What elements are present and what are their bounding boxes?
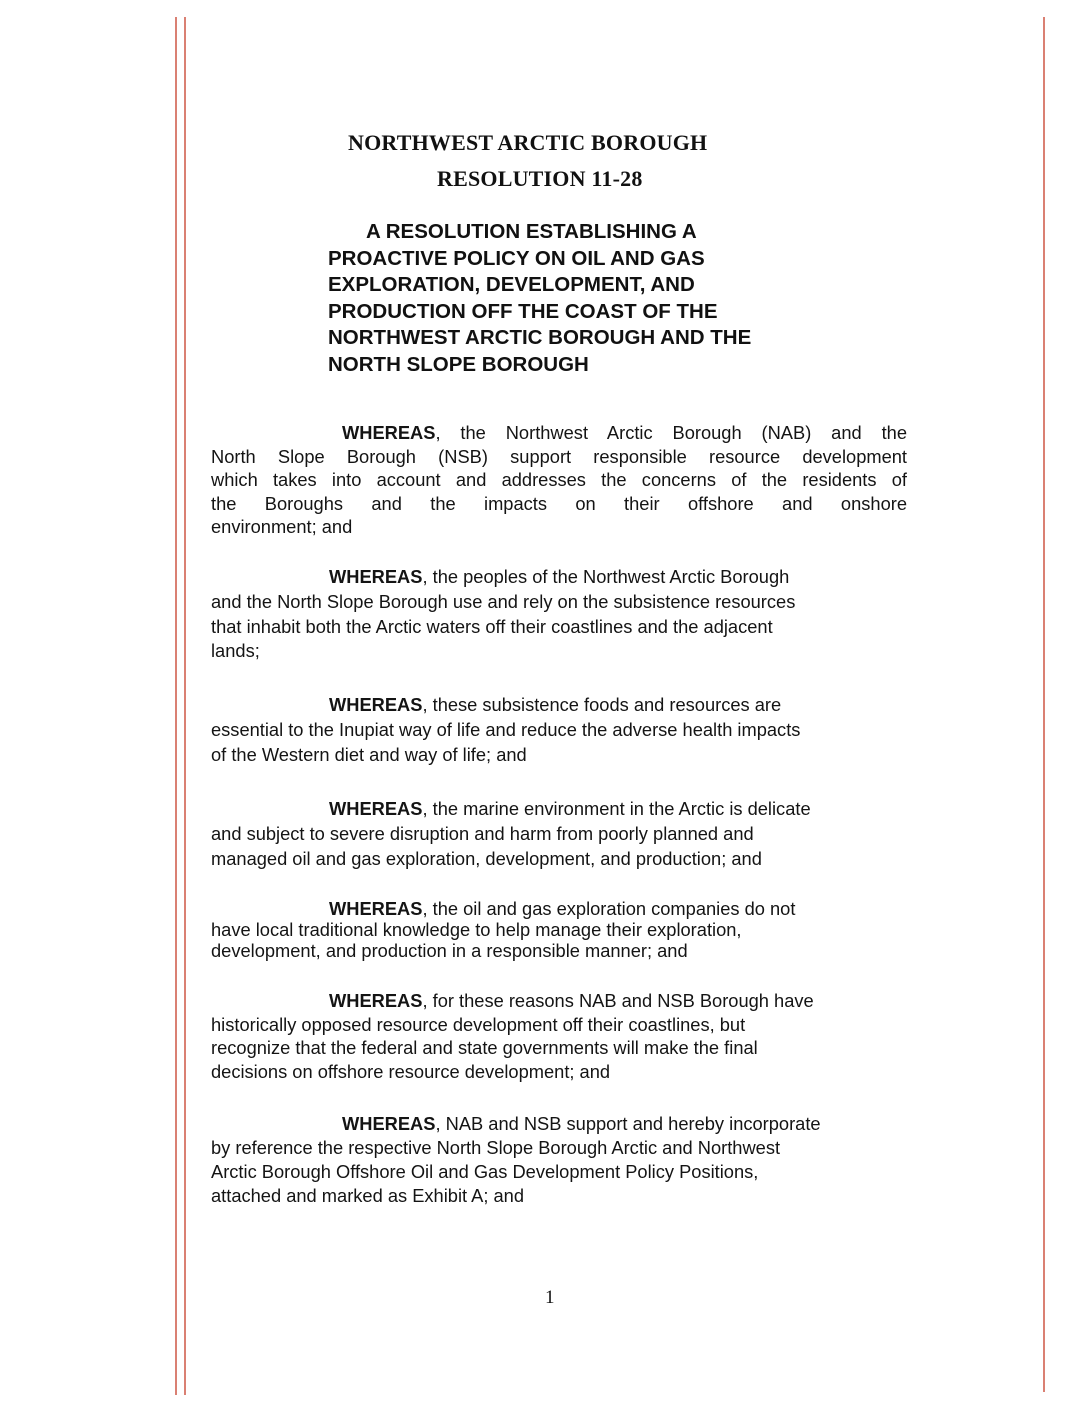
paragraph-line <box>211 421 907 445</box>
subtitle-line: PROACTIVE POLICY ON OIL AND GAS <box>328 246 705 270</box>
paragraph-line: lands; <box>211 640 260 662</box>
subtitle-line: NORTH SLOPE BOROUGH <box>328 352 589 376</box>
paragraph-line: recognize that the federal and state governments will make the final <box>211 1037 758 1058</box>
paragraph-line: attached and marked as Exhibit A; and <box>211 1185 525 1206</box>
document-org-heading: NORTHWEST ARCTIC BOROUGH <box>348 130 708 155</box>
whereas-paragraph <box>211 797 907 871</box>
paragraph-lead: , NAB and NSB support and hereby incorporate <box>435 1113 821 1134</box>
left-margin-rule-outer <box>175 17 177 1395</box>
right-margin-rule <box>1043 17 1045 1392</box>
paragraph-line: the Boroughs and the impacts on their offshore and onshore <box>211 492 907 514</box>
whereas-label: WHEREAS <box>329 798 423 819</box>
whereas-label: WHEREAS <box>329 566 423 587</box>
paragraph-lead: , the marine environment in the Arctic is delicate <box>422 798 811 819</box>
paragraph-line: that inhabit both the Arctic waters off their coastlines and the adjacent <box>211 615 773 637</box>
paragraph-line: which takes into account and addresses the concerns of the residents of <box>211 469 907 490</box>
paragraph-line <box>211 989 907 1013</box>
paragraph-line: decisions on offshore resource development; and <box>211 1060 611 1082</box>
resolution-subtitle <box>328 219 848 379</box>
paragraph-line <box>211 797 907 822</box>
paragraph-lead: , the oil and gas exploration companies do not <box>422 898 796 919</box>
paragraph-line: have local traditional knowledge to help manage their exploration, <box>211 919 742 940</box>
page-number: 1 <box>545 1287 555 1308</box>
whereas-label: WHEREAS <box>329 898 423 919</box>
whereas-paragraph <box>211 1112 907 1208</box>
whereas-paragraph <box>211 565 907 664</box>
paragraph-line <box>211 693 907 718</box>
whereas-label: WHEREAS <box>329 694 423 715</box>
paragraph-line: and subject to severe disruption and harm from poorly planned and <box>211 822 754 844</box>
paragraph-line: of the Western diet and way of life; and <box>211 743 527 765</box>
whereas-paragraph <box>211 898 907 961</box>
paragraph-line <box>211 1112 907 1136</box>
paragraph-line <box>211 898 907 919</box>
whereas-label: WHEREAS <box>342 422 436 443</box>
resolution-number: RESOLUTION 11-28 <box>437 166 643 191</box>
subtitle-line: EXPLORATION, DEVELOPMENT, AND <box>328 273 695 297</box>
paragraph-lead: , for these reasons NAB and NSB Borough have <box>422 990 814 1011</box>
paragraph-line: North Slope Borough (NSB) support responsible resource development <box>211 445 907 467</box>
paragraph-lead: , the Northwest Arctic Borough (NAB) and the <box>435 422 907 443</box>
paragraph-line: environment; and <box>211 516 353 537</box>
whereas-paragraph <box>211 693 907 767</box>
whereas-label: WHEREAS <box>342 1113 436 1134</box>
paragraph-line: and the North Slope Borough use and rely on the subsistence resources <box>211 590 796 612</box>
paragraph-line: development, and production in a responsible manner; and <box>211 940 688 961</box>
paragraph-lead: , the peoples of the Northwest Arctic Borough <box>422 566 790 587</box>
paragraph-line: Arctic Borough Offshore Oil and Gas Development Policy Positions, <box>211 1161 759 1182</box>
left-margin-rule-inner <box>184 17 186 1395</box>
subtitle-line: A RESOLUTION ESTABLISHING A <box>366 220 697 243</box>
paragraph-line: by reference the respective North Slope Borough Arctic and Northwest <box>211 1137 781 1158</box>
whereas-paragraph <box>211 421 907 539</box>
paragraph-line: managed oil and gas exploration, development, and production; and <box>211 847 762 869</box>
paragraph-lead: , these subsistence foods and resources are <box>422 694 782 715</box>
whereas-label: WHEREAS <box>329 990 423 1011</box>
paragraph-line <box>211 565 907 590</box>
paragraph-line: essential to the Inupiat way of life and reduce the adverse health impacts <box>211 718 801 740</box>
paragraph-line: historically opposed resource development off their coastlines, but <box>211 1013 746 1035</box>
subtitle-line: NORTHWEST ARCTIC BOROUGH AND THE <box>328 326 752 350</box>
subtitle-line: PRODUCTION OFF THE COAST OF THE <box>328 299 718 323</box>
whereas-paragraph <box>211 989 907 1083</box>
